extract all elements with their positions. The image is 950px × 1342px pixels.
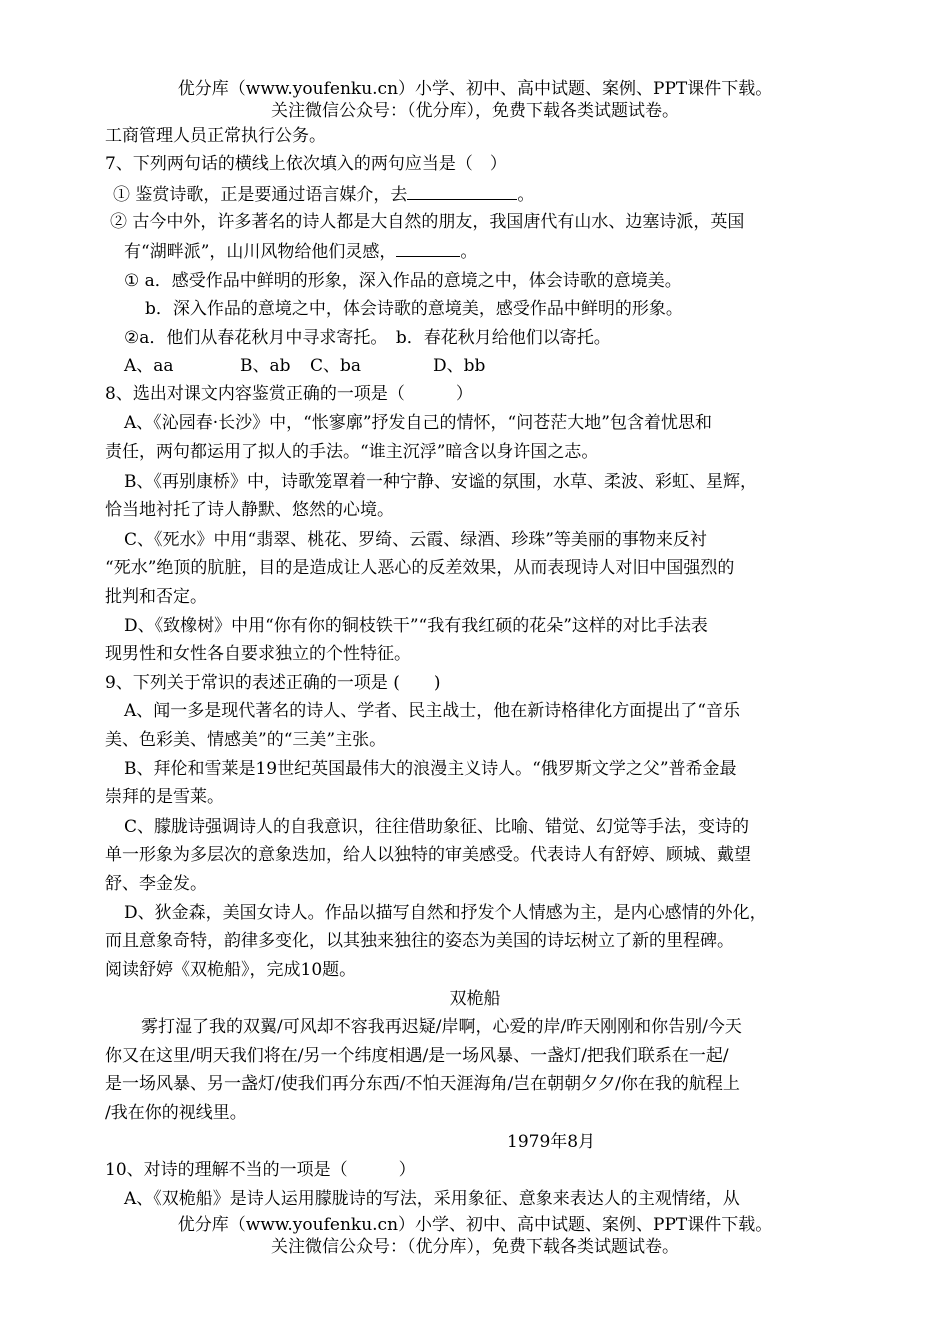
footer-line-1: 优分库（www.youfenku.cn）小学、初中、高中试题、案例、PPT课件下载。 xyxy=(177,1215,773,1235)
q8-option-b-line-1: B、《再别康桥》中，诗歌笼罩着一种宁静、安谧的氛围，水草、柔波、彩虹、星辉， xyxy=(124,472,757,492)
q7-stem: 7、下列两句话的横线上依次填入的两句应当是（ ） xyxy=(105,154,507,174)
q8-option-a-line-2: 责任，两句都运用了拟人的手法。“谁主沉浮”暗含以身许国之志。 xyxy=(105,442,599,462)
q8-option-c-line-1: C、《死水》中用“翡翠、桃花、罗绮、云霞、绿酒、珍珠”等美丽的事物来反衬 xyxy=(124,530,707,550)
q8-option-d-line-2: 现男性和女性各自要求独立的个性特征。 xyxy=(105,644,411,664)
poem-title: 双桅船 xyxy=(449,989,501,1009)
reading-instruction: 阅读舒婷《双桅船》，完成10题。 xyxy=(105,960,357,980)
poem-line-3: 是一场风暴、另一盏灯/使我们再分东西/不怕天涯海角/岂在朝朝夕夕/你在我的航程上 xyxy=(105,1074,740,1094)
q7-blank-2 xyxy=(396,240,460,257)
q7-option-2: ②a．他们从春花秋月中寻求寄托。 b．春花秋月给他们以寄托。 xyxy=(124,328,611,348)
q9-option-c-line-3: 舒、李金发。 xyxy=(105,874,207,894)
intro-text: 工商管理人员正常执行公务。 xyxy=(105,126,326,146)
q7-sentence-2-line-2 xyxy=(124,240,477,263)
header-line-2: 关注微信公众号：（优分库），免费下载各类试题试卷。 xyxy=(271,101,679,121)
q7-s1-end: 。 xyxy=(517,185,535,205)
q7-sentence-1 xyxy=(113,183,534,206)
footer-line-2: 关注微信公众号：（优分库），免费下载各类试题试卷。 xyxy=(271,1237,679,1257)
q9-stem: 9、下列关于常识的表述正确的一项是 ( ) xyxy=(105,673,441,693)
q8-option-a-line-1: A、《沁园春·长沙》中，“怅寥廓”抒发自己的情怀，“问苍茫大地”包含着忧思和 xyxy=(124,413,712,433)
q8-option-c-line-2: “死水”绝顶的肮脏，目的是造成让人恶心的反差效果，从而表现诗人对旧中国强烈的 xyxy=(105,558,735,578)
q9-option-d-line-2: 而且意象奇特，韵律多变化，以其独来独往的姿态为美国的诗坛树立了新的里程碑。 xyxy=(105,931,734,951)
q8-option-d-line-1: D、《致橡树》中用“你有你的铜枝铁干”“我有我红硕的花朵”这样的对比手法表 xyxy=(124,616,708,636)
q9-option-a-line-1: A、闻一多是现代著名的诗人、学者、民主战士，他在新诗格律化方面提出了“音乐 xyxy=(124,701,740,721)
header-line-1: 优分库（www.youfenku.cn）小学、初中、高中试题、案例、PPT课件下载。 xyxy=(177,79,773,99)
q7-option-1b: b．深入作品的意境之中，体会诗歌的意境美，感受作品中鲜明的形象。 xyxy=(145,299,683,319)
q7-sentence-2-line-1: ② 古今中外，许多著名的诗人都是大自然的朋友，我国唐代有山水、边塞诗派，英国 xyxy=(110,212,745,232)
q7-s2-text: 有“湖畔派”，山川风物给他们灵感， xyxy=(124,242,397,262)
q9-option-d-line-1: D、狄金森，美国女诗人。作品以描写自然和抒发个人情感为主，是内心感情的外化， xyxy=(124,903,767,923)
q10-stem: 10、对诗的理解不当的一项是（ ） xyxy=(105,1160,416,1180)
q9-option-c-line-1: C、朦胧诗强调诗人的自我意识，往往借助象征、比喻、错觉、幻觉等手法，变诗的 xyxy=(124,817,750,837)
q8-option-c-line-3: 批判和否定。 xyxy=(105,587,207,607)
q9-option-c-line-2: 单一形象为多层次的意象迭加，给人以独特的审美感受。代表诗人有舒婷、顾城、戴望 xyxy=(105,845,751,865)
q7-choice-a: A、aa xyxy=(124,356,174,376)
q7-choice-c: C、ba xyxy=(310,356,362,376)
q8-stem: 8、选出对课文内容鉴赏正确的一项是（ ） xyxy=(105,384,473,404)
poem-line-1: 雾打湿了我的双翼/可风却不容我再迟疑/岸啊，心爱的岸/昨天刚刚和你告别/今天 xyxy=(141,1017,742,1037)
q9-option-b-line-2: 崇拜的是雪莱。 xyxy=(105,787,224,807)
q7-choice-d: D、bb xyxy=(433,356,486,376)
q7-blank-1 xyxy=(407,183,517,200)
q7-choice-b: B、ab xyxy=(240,356,291,376)
poem-date: 1979年8月 xyxy=(507,1132,596,1152)
q7-s2-end: 。 xyxy=(460,242,478,262)
q8-option-b-line-2: 恰当地衬托了诗人静默、悠然的心境。 xyxy=(105,500,394,520)
q7-option-1a: ① a．感受作品中鲜明的形象，深入作品的意境之中，体会诗歌的意境美。 xyxy=(124,271,682,291)
poem-line-2: 你又在这里/明天我们将在/另一个纬度相遇/是一场风暴、一盏灯/把我们联系在一起/ xyxy=(105,1046,729,1066)
q10-option-a-line-1: A、《双桅船》是诗人运用朦胧诗的写法，采用象征、意象来表达人的主观情绪，从 xyxy=(124,1189,740,1209)
q7-s1-text: ① 鉴赏诗歌，正是要通过语言媒介，去 xyxy=(113,185,408,205)
q9-option-b-line-1: B、拜伦和雪莱是19世纪英国最伟大的浪漫主义诗人。“俄罗斯文学之父”普希金最 xyxy=(124,759,737,779)
q9-option-a-line-2: 美、色彩美、情感美”的“三美”主张。 xyxy=(105,730,387,750)
poem-line-4: /我在你的视线里。 xyxy=(105,1103,247,1123)
